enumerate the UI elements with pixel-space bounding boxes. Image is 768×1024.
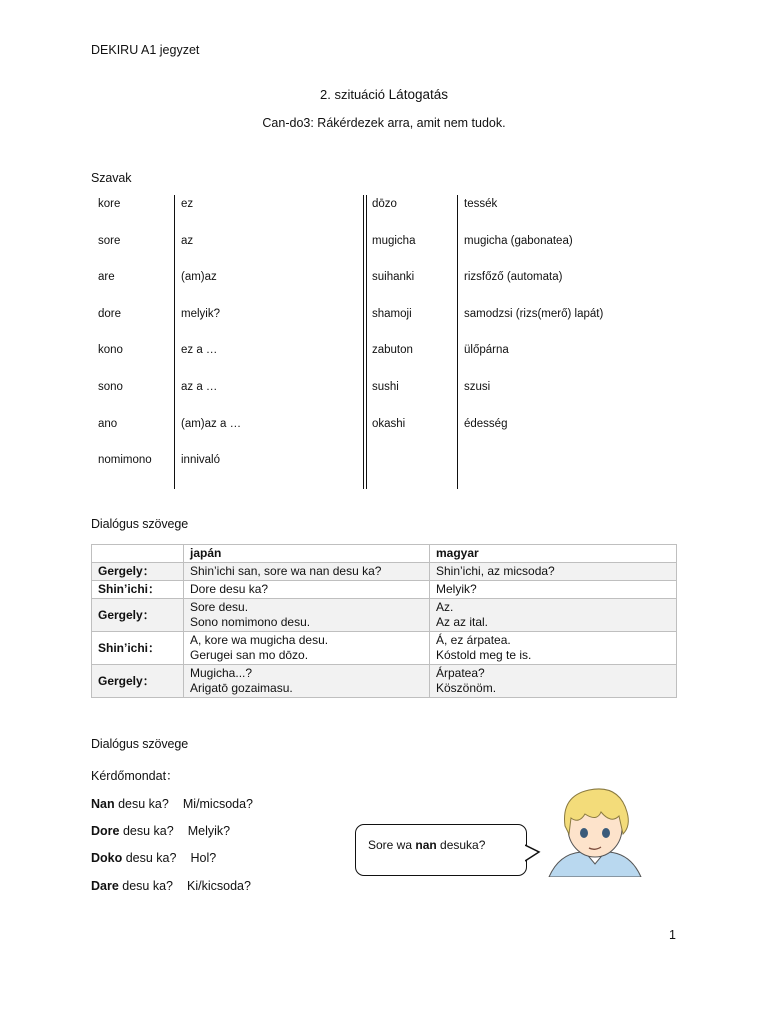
question-word: Dare <box>91 879 119 893</box>
vocab-word-hungarian: az a … <box>181 381 218 393</box>
line-japanese <box>184 665 430 698</box>
vocab-word-japanese: sushi <box>372 381 399 393</box>
speaker-name: Gergely： <box>92 665 184 698</box>
vocab-word-japanese: sono <box>98 381 123 393</box>
can-do-line: Can-do3: Rákérdezek arra, amit nem tudok. <box>262 116 506 130</box>
speech-bubble <box>355 824 527 876</box>
vocab-word-japanese: okashi <box>372 417 406 430</box>
vocab-word-japanese: sore <box>98 234 121 247</box>
dialog-header-row <box>92 545 677 563</box>
question-translation: Hol? <box>190 851 217 865</box>
bubble-tail-icon <box>525 842 541 864</box>
vocab-word-japanese: nomimono <box>98 454 152 467</box>
vocab-table <box>91 195 604 489</box>
hungarian-text: Melyik? <box>436 582 477 596</box>
vocab-word-japanese: mugicha <box>372 234 416 247</box>
question-example <box>91 824 230 838</box>
vocab-word-hungarian: ez <box>181 198 194 210</box>
line-hungarian <box>430 665 677 698</box>
japanese-text: Sono nomimono desu. <box>190 615 311 629</box>
hungarian-text: Az. <box>436 600 454 614</box>
line-hungarian <box>430 632 677 665</box>
question-example <box>91 797 253 811</box>
hungarian-text: Kóstold meg te is. <box>436 648 532 662</box>
vocab-word-hungarian: az <box>181 234 194 247</box>
question-rest: desu ka? <box>122 851 177 865</box>
dialog-row <box>92 599 677 632</box>
japanese-text: Dore desu ka? <box>190 582 269 596</box>
line-japanese <box>184 632 430 665</box>
title-prefix: 2. szituáció <box>320 87 386 102</box>
column-header-japanese: japán <box>184 545 430 563</box>
question-translation: Melyik? <box>187 824 231 838</box>
vocab-word-japanese: kore <box>98 198 121 210</box>
dialog-row <box>92 581 677 599</box>
vocab-heading: Szavak <box>91 171 132 185</box>
vocab-word-hungarian: ez a … <box>181 344 218 357</box>
vocab-word-hungarian: samodzsi (rizs(merő) lapát) <box>464 307 604 320</box>
question-sentence-label: Kérdőmondat： <box>91 769 179 783</box>
hungarian-text: Á, ez árpatea. <box>436 633 511 647</box>
hungarian-text: Shin’ichi, az micsoda? <box>436 564 555 578</box>
vocab-double-divider <box>363 195 367 489</box>
line-japanese <box>184 563 430 581</box>
hungarian-text: Köszönöm. <box>436 681 497 695</box>
question-rest: desu ka? <box>118 879 174 893</box>
question-word: Nan <box>91 797 115 811</box>
vocab-word-japanese: kono <box>98 344 123 357</box>
page-number: 1 <box>669 928 676 942</box>
japanese-text: Shin’ichi san, sore wa nan desu ka? <box>190 564 382 578</box>
vocab-word-japanese: dore <box>98 307 122 320</box>
speaker-name: Gergely： <box>92 599 184 632</box>
speaker-name: Shin’ichi： <box>92 581 184 599</box>
dialog-row <box>92 563 677 581</box>
vocab-word-hungarian: (am)az <box>181 271 217 284</box>
bubble-text-post: desuka? <box>436 838 486 852</box>
vocab-divider <box>457 195 458 489</box>
japanese-text: Sore desu. <box>190 600 249 614</box>
vocab-word-japanese: ano <box>98 417 118 430</box>
question-rest: desu ka? <box>114 797 169 811</box>
line-hungarian <box>430 563 677 581</box>
line-japanese <box>184 581 430 599</box>
speaker-name: Shin’ichi： <box>92 632 184 665</box>
question-translation: Ki/kicsoda? <box>187 879 251 893</box>
question-example <box>91 851 216 865</box>
column-header-hungarian: magyar <box>430 545 677 563</box>
hungarian-text: Az az ital. <box>436 615 489 629</box>
dialog-table <box>91 544 677 698</box>
vocab-word-hungarian: édesség <box>464 417 508 430</box>
vocab-word-japanese: dōzo <box>372 198 397 210</box>
vocab-divider <box>174 195 175 489</box>
japanese-text: Mugicha...? <box>190 666 253 680</box>
vocab-word-hungarian: ülőpárna <box>464 344 509 357</box>
question-example <box>91 879 251 893</box>
japanese-text: A, kore wa mugicha desu. <box>190 633 329 647</box>
vocab-word-hungarian: melyik? <box>181 307 220 320</box>
line-hungarian <box>430 599 677 632</box>
dialog-row <box>92 665 677 698</box>
vocab-word-japanese: suihanki <box>372 271 415 284</box>
page-title <box>0 87 768 102</box>
bubble-text-bold: nan <box>415 838 437 852</box>
question-rest: desu ka? <box>119 824 174 838</box>
vocab-word-hungarian: (am)az a … <box>181 417 242 430</box>
question-word: Doko <box>91 851 123 865</box>
vocab-word-hungarian: tessék <box>464 198 498 210</box>
vocab-word-hungarian: innivaló <box>181 454 220 467</box>
dialog-corner-cell <box>92 545 184 563</box>
title-main: Látogatás <box>388 87 448 102</box>
bubble-text-pre: Sore wa <box>368 838 416 852</box>
speaker-name: Gergely： <box>92 563 184 581</box>
dialog-row <box>92 632 677 665</box>
page-header: DEKIRU A1 jegyzet <box>91 43 200 57</box>
question-translation: Mi/micsoda? <box>182 797 254 811</box>
question-word: Dore <box>91 824 120 838</box>
hungarian-text: Árpatea? <box>436 666 485 680</box>
line-japanese <box>184 599 430 632</box>
vocab-word-japanese: shamoji <box>372 307 412 320</box>
boy-avatar-icon <box>545 782 645 877</box>
vocab-word-hungarian: mugicha (gabonatea) <box>464 234 573 247</box>
vocab-word-hungarian: szusi <box>464 381 491 393</box>
vocab-word-hungarian: rizsfőző (automata) <box>464 271 563 284</box>
dialog-heading: Dialógus szövege <box>91 517 189 531</box>
japanese-text: Gerugei san mo dōzo. <box>190 648 309 662</box>
vocab-word-japanese: zabuton <box>372 344 413 357</box>
japanese-text: Arigatō gozaimasu. <box>190 681 293 695</box>
vocab-word-japanese: are <box>98 271 115 284</box>
line-hungarian <box>430 581 677 599</box>
questions-heading: Dialógus szövege <box>91 737 189 751</box>
